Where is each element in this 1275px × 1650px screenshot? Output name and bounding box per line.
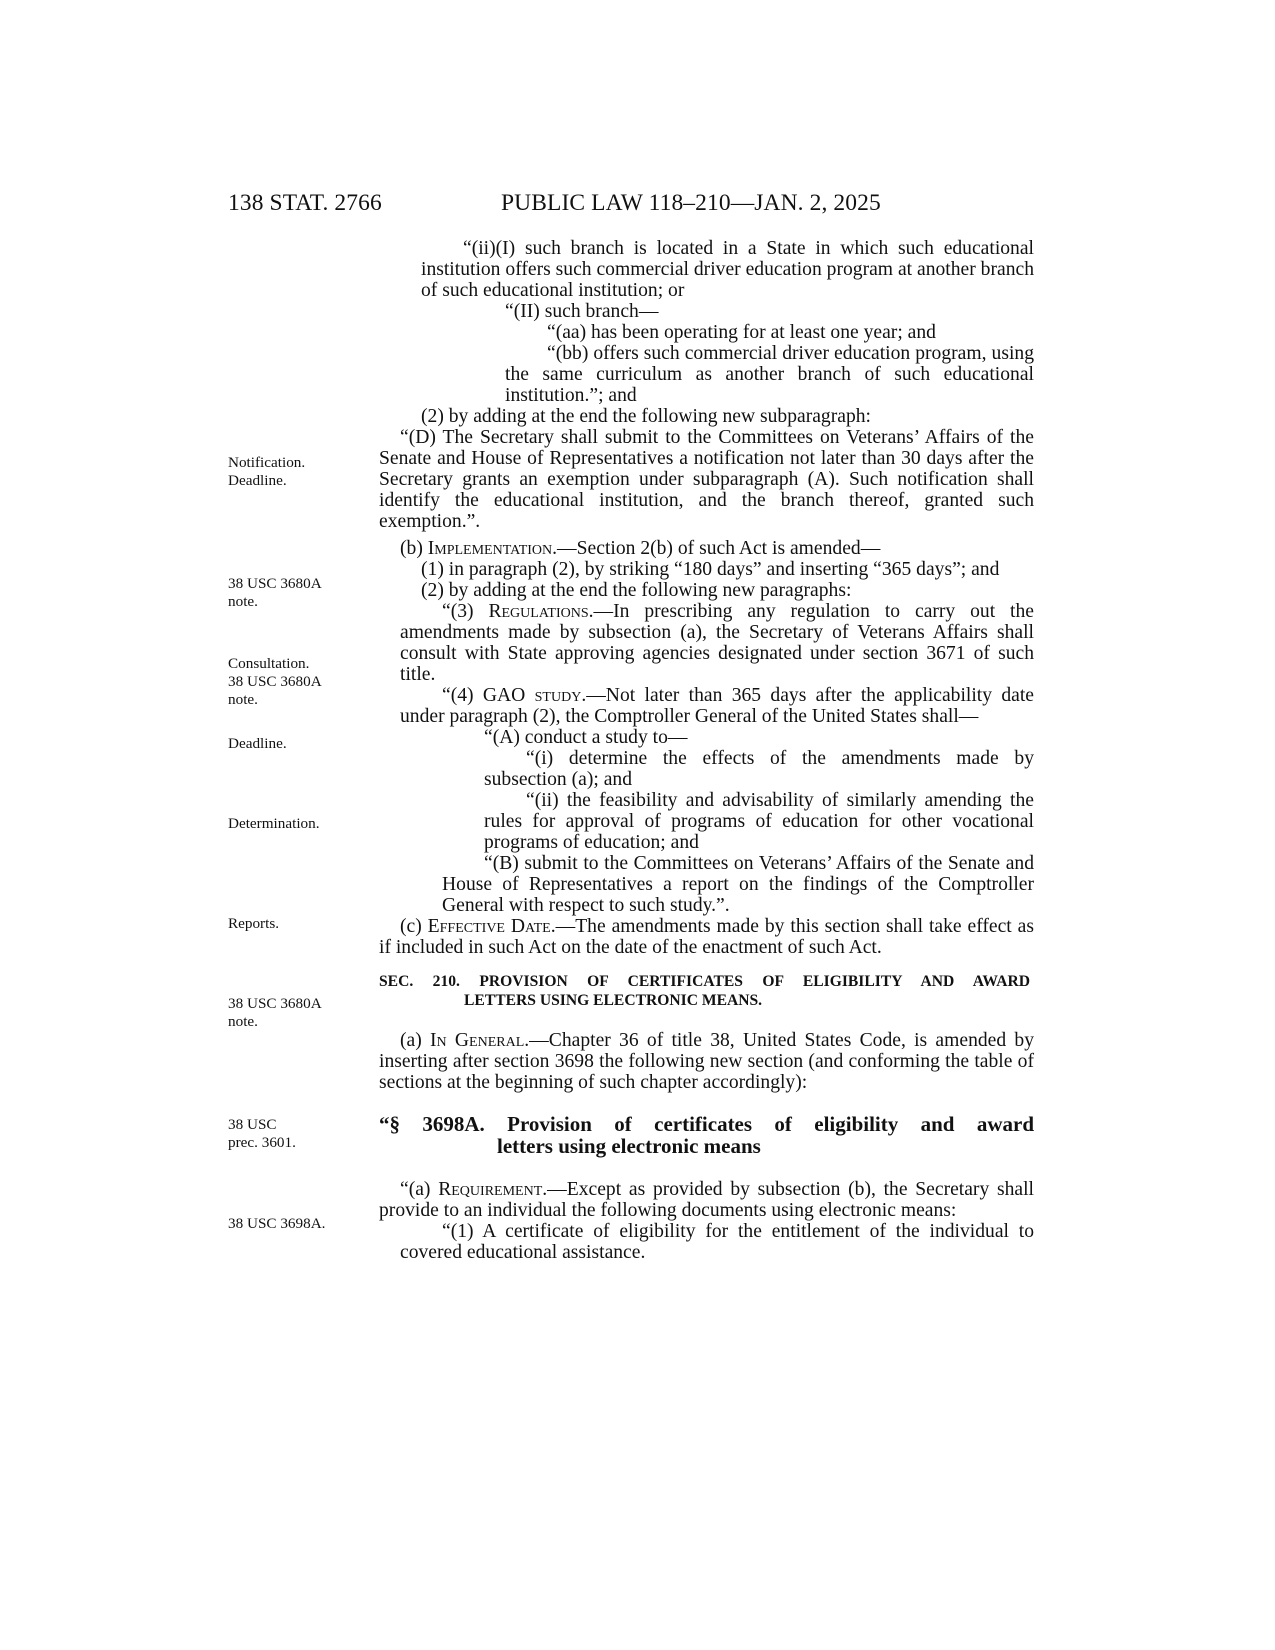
- clause-ii-I: “(ii)(I) such branch is located in a State in which such educational institution offers such commercial driver education program at another branch of such educational institution; or: [421, 238, 1034, 301]
- item-bb: “(bb) offers such commercial driver education program, using the same curriculum as another branch of such educational institution.”; and: [505, 343, 1034, 406]
- margin-note-line: note.: [228, 691, 258, 708]
- subsection-c-effective-date: (c) Effective Date.—The amendments made by this section shall take effect as if included in such Act on the date of the enactment of such Act.: [379, 916, 1034, 958]
- paragraph-1-certificate: “(1) A certificate of eligibility for the entitlement of the individual to covered educational assistance.: [400, 1221, 1034, 1263]
- margin-note-usc-3698a: [228, 1215, 358, 1233]
- margin-note-line: Notification.: [228, 454, 306, 471]
- subparagraph-B-report: “(B) submit to the Committees on Veterans’ Affairs of the Senate and House of Representatives a report on the findings of the Comptroller General with respect to such study.”.: [442, 853, 1034, 916]
- margin-note-notification: [228, 454, 358, 490]
- clause-ii-feasibility: “(ii) the feasibility and advisability of similarly amending the rules for approval of programs of education for other vocational programs of education; and: [484, 790, 1034, 853]
- margin-note-line: prec. 3601.: [228, 1134, 296, 1151]
- margin-note-line: note.: [228, 1013, 258, 1030]
- item-aa: “(aa) has been operating for at least one year; and: [547, 322, 936, 343]
- statute-body: [379, 238, 1034, 1263]
- section-3698a-title: “§ 3698A. Provision of certificates of eligibility and award letters using electronic means: [379, 1112, 1034, 1158]
- subparagraph-A-study: “(A) conduct a study to—: [484, 727, 688, 748]
- margin-note-line: 38 USC: [228, 1116, 277, 1133]
- margin-note-line: Consultation.: [228, 655, 310, 672]
- paragraph-3-regulations: “(3) Regulations.—In prescribing any regulation to carry out the amendments made by subsection (a), the Secretary of Veterans Affairs shall consult with State approving agencies designated under section 3671 of such title.: [400, 601, 1034, 685]
- clause-i-effects: “(i) determine the effects of the amendments made by subsection (a); and: [484, 748, 1034, 790]
- margin-note-reports: [228, 915, 358, 933]
- section-210-heading: SEC. 210. PROVISION OF CERTIFICATES OF ELIGIBILITY AND AWARD LETTERS USING ELECTRONIC MEANS.: [379, 973, 1030, 1009]
- paragraph-2-adding: (2) by adding at the end the following new subparagraph:: [421, 406, 871, 427]
- margin-note-usc-1: [228, 575, 358, 611]
- margin-note-line: Reports.: [228, 915, 280, 932]
- margin-note-line: Determination.: [228, 815, 320, 832]
- paragraph-2-new-paragraphs: (2) by adding at the end the following new paragraphs:: [421, 580, 852, 601]
- margin-note-line: 38 USC 3680A: [228, 575, 322, 592]
- margin-note-line: note.: [228, 593, 258, 610]
- margin-note-line: 38 USC 3698A.: [228, 1215, 326, 1232]
- subparagraph-D: “(D) The Secretary shall submit to the Committees on Veterans’ Affairs of the Senate and House of Representatives a notification not later than 30 days after the Secretary grants an exemption under subparagraph (A). Such notification shall identify the educational institution, and the branch thereof, granted such exemption.”.: [379, 427, 1034, 532]
- margin-note-line: 38 USC 3680A: [228, 673, 322, 690]
- subsection-a-requirement: “(a) Requirement.—Except as provided by subsection (b), the Secretary shall provide to an individual the following documents using electronic means:: [379, 1179, 1034, 1221]
- margin-note-line: Deadline.: [228, 472, 287, 489]
- subsection-a-in-general: (a) In General.—Chapter 36 of title 38, United States Code, is amended by inserting after section 3698 the following new section (and conforming the table of sections at the beginning of such chapter accordingly):: [379, 1030, 1035, 1093]
- margin-note-line: 38 USC 3680A: [228, 995, 322, 1012]
- margin-note-consultation: [228, 655, 358, 709]
- subsection-b-implementation: (b) Implementation.—Section 2(b) of such Act is amended—: [400, 538, 881, 559]
- paragraph-1-striking: (1) in paragraph (2), by striking “180 days” and inserting “365 days”; and: [421, 559, 1000, 580]
- clause-II: “(II) such branch—: [505, 301, 659, 322]
- stat-page-number: 138 STAT. 2766: [228, 190, 382, 216]
- margin-note-usc-prec: [228, 1116, 358, 1152]
- margin-note-usc-2: [228, 995, 358, 1031]
- margin-note-determination: [228, 815, 358, 833]
- margin-note-deadline: [228, 735, 358, 753]
- running-header-title: PUBLIC LAW 118–210—JAN. 2, 2025: [501, 190, 881, 216]
- paragraph-4-gao-study: “(4) GAO study.—Not later than 365 days after the applicability date under paragraph (2), the Comptroller General of the United States shall—: [400, 685, 1034, 727]
- margin-note-line: Deadline.: [228, 735, 287, 752]
